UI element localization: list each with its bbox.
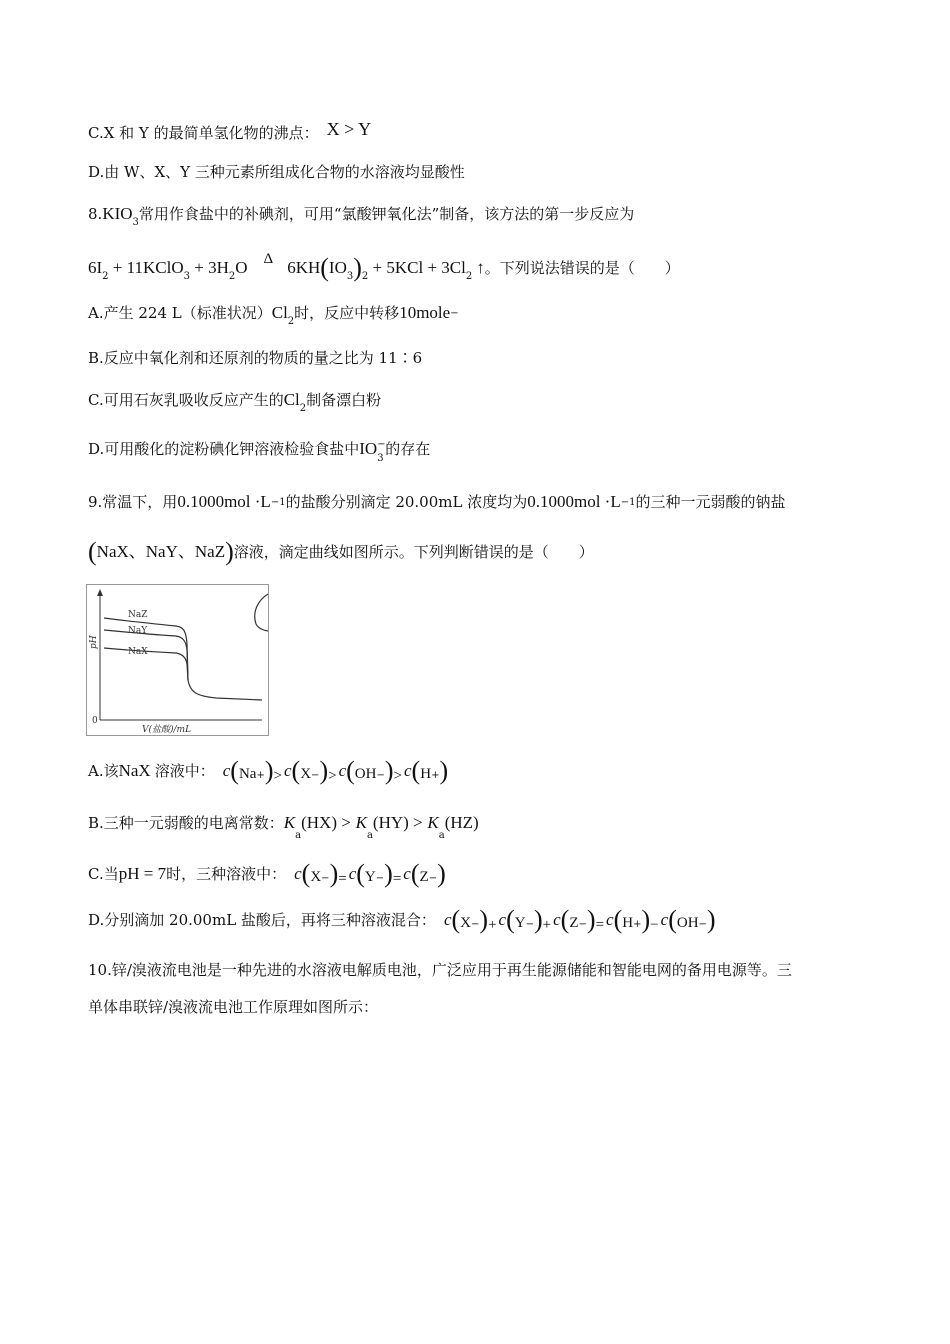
concentration-term bbox=[498, 905, 552, 934]
concentration-term bbox=[443, 905, 497, 934]
right-paren: ) bbox=[479, 905, 489, 934]
ion-symbol: Y bbox=[364, 869, 376, 885]
ion-symbol: Z bbox=[419, 869, 429, 885]
q8-option-d: D.可用酸化的淀粉碘化钾溶液检验食盐中IO − 3 的存在 bbox=[88, 439, 431, 464]
concentration-term bbox=[606, 905, 659, 934]
x-axis-label: V(盐酸)/mL bbox=[142, 725, 192, 735]
gas-arrow-icon: ↑ bbox=[476, 258, 485, 277]
right-paren: ) bbox=[533, 905, 543, 934]
right-paren: ) bbox=[641, 905, 651, 934]
concentration-term bbox=[294, 859, 347, 888]
ion-charge: − bbox=[376, 770, 385, 781]
heat-delta-symbol: Δ bbox=[263, 251, 274, 267]
right-paren: ) bbox=[264, 756, 274, 785]
concentration-symbol: c bbox=[404, 761, 412, 780]
ion-symbol: Z bbox=[569, 915, 579, 931]
ion-charge: − bbox=[428, 873, 438, 884]
concentration-symbol: c bbox=[338, 761, 347, 780]
q7-option-d: D.由 W、X、Y 三种元素所组成化合物的水溶液均显酸性 bbox=[88, 163, 465, 181]
label-naz: NaZ bbox=[128, 610, 148, 620]
left-paren: ( bbox=[506, 905, 515, 934]
right-paren: ) bbox=[439, 756, 449, 785]
ion-charge: − bbox=[578, 919, 587, 930]
left-paren: ( bbox=[410, 859, 420, 888]
ion-symbol: H bbox=[420, 766, 432, 782]
right-paren: ) bbox=[586, 905, 596, 934]
left-paren: ( bbox=[356, 859, 365, 888]
concentration-term bbox=[348, 859, 402, 888]
left-paren: ( bbox=[301, 859, 311, 888]
q9-option-c: C.当pH = 7时，三种溶液中： c(X−)= c(Y−)= c(Z−) bbox=[88, 859, 446, 888]
q8-stem: $8.KIO_3$常用作食盐中的补碘剂，可用“氯酸钾氧化法”制备，该方法的第一步反应为 bbox=[88, 204, 635, 228]
ion-symbol: OH bbox=[676, 915, 699, 931]
ion-symbol: X bbox=[460, 915, 471, 931]
ion-charge: + bbox=[633, 919, 642, 930]
q9-stem-line1: 9.常温下，用$0.1000mol \cdot L^{-1}$的盐酸分别滴定 20.00mL 浓度均为$0.1000mol \cdot L^{-1}$的三种一元弱酸的钠盐 bbox=[88, 492, 786, 511]
right-paren: ) bbox=[706, 905, 716, 934]
titration-curve-figure bbox=[86, 584, 269, 736]
relation-operator: = bbox=[338, 871, 347, 887]
ion-charge: + bbox=[256, 770, 265, 781]
right-paren: ) bbox=[384, 859, 393, 888]
ion-charge: + bbox=[431, 770, 440, 781]
label-nay: NaY bbox=[128, 626, 148, 636]
concentration-symbol: c bbox=[606, 910, 614, 929]
q9-stem-line2: (NaX、NaY、NaZ)溶液，滴定曲线如图所示。下列判断错误的是（ ） bbox=[88, 537, 594, 566]
concentration-term bbox=[338, 756, 402, 785]
left-paren: ( bbox=[291, 756, 301, 785]
relation-operator: = bbox=[595, 917, 605, 933]
q8-option-a: A.产生 224 L（标准状况）$Cl_2$时，反应中转移10mole− bbox=[88, 303, 459, 327]
q7-option-c: C.X 和 Y 的最简单氢化物的沸点： X > Y bbox=[88, 119, 372, 142]
right-paren: ) bbox=[319, 756, 329, 785]
relation-operator: > bbox=[273, 768, 282, 784]
ion-concentration-expression-d bbox=[436, 905, 716, 934]
left-paren: ( bbox=[230, 756, 239, 785]
concentration-term bbox=[660, 905, 716, 934]
concentration-term bbox=[222, 756, 282, 785]
concentration-term bbox=[283, 756, 337, 785]
titration-curve-svg bbox=[86, 584, 269, 736]
q10-stem-line2: 单体串联锌/溴液流电池工作原理如图所示： bbox=[88, 998, 379, 1016]
concentration-symbol: c bbox=[553, 910, 561, 929]
concentration-symbol: c bbox=[222, 761, 231, 780]
concentration-term bbox=[403, 859, 446, 888]
ion-symbol: OH bbox=[354, 766, 377, 782]
right-paren: ) bbox=[437, 859, 446, 888]
right-paren: ) bbox=[384, 756, 394, 785]
q8-option-b: B.反应中氧化剂和还原剂的物质的量之比为 11∶6 bbox=[88, 349, 423, 367]
ion-symbol: Na bbox=[238, 766, 257, 782]
ion-charge: − bbox=[698, 919, 707, 930]
concentration-symbol: c bbox=[443, 910, 452, 929]
ion-charge: − bbox=[311, 770, 320, 781]
ion-charge: − bbox=[471, 919, 480, 930]
right-paren: ) bbox=[329, 859, 339, 888]
figure-frame bbox=[87, 585, 269, 736]
ion-concentration-expression-c bbox=[286, 859, 446, 888]
q8-equation: $6I_2$ + 11KClO$_3$ + $3H_2O$ Δ $6KH(IO_3)_2 + 5KCl + 3Cl_2$ ↑。下列说法错误的是（ ） bbox=[88, 251, 680, 282]
left-paren: ( bbox=[346, 756, 355, 785]
relation-operator: + bbox=[542, 917, 552, 933]
ion-symbol: X bbox=[300, 766, 312, 782]
concentration-symbol: c bbox=[294, 864, 302, 883]
concentration-symbol: c bbox=[660, 910, 669, 929]
ion-symbol: X bbox=[310, 869, 322, 885]
q10-stem-line1: 10.锌/溴液流电池是一种先进的水溶液电解质电池，广泛应用于再生能源储能和智能电网的备用电源等。三 bbox=[88, 961, 792, 979]
q9-option-b: B.三种一元弱酸的电离常数：$K_a(HX) > K_a(HY) > K_a(HZ)$ bbox=[88, 813, 479, 841]
q8-option-c: C.可用石灰乳吸收反应产生的$Cl_2$制备漂白粉 bbox=[88, 390, 382, 414]
relation-operator: = bbox=[392, 871, 402, 887]
concentration-symbol: c bbox=[283, 761, 292, 780]
concentration-term bbox=[553, 905, 605, 934]
label-nax: NaX bbox=[128, 647, 148, 657]
q9-option-a: A.该NaX 溶液中： c(Na+)> c(X−)> c(OH−)> c(H+) bbox=[88, 756, 449, 785]
concentration-symbol: c bbox=[403, 864, 411, 883]
ion-charge: − bbox=[321, 873, 330, 884]
y-axis-label: pH bbox=[89, 635, 99, 649]
ion-charge: − bbox=[525, 919, 534, 930]
ion-symbol: Y bbox=[514, 915, 526, 931]
concentration-symbol: c bbox=[348, 864, 357, 883]
relation-operator: > bbox=[393, 768, 402, 784]
relation-operator: + bbox=[488, 917, 497, 933]
ion-charge: − bbox=[375, 873, 385, 884]
left-paren: ( bbox=[560, 905, 570, 934]
relation-operator: > bbox=[328, 768, 337, 784]
left-paren: ( bbox=[411, 756, 421, 785]
ion-symbol: H bbox=[622, 915, 634, 931]
left-paren: ( bbox=[451, 905, 461, 934]
left-paren: ( bbox=[668, 905, 677, 934]
origin-label: 0 bbox=[92, 716, 98, 726]
left-paren: ( bbox=[613, 905, 623, 934]
concentration-term bbox=[404, 756, 449, 785]
q9-option-d: D.分别滴加 20.00mL 盐酸后，再将三种溶液混合： c(X−)+ c(Y−)+ c(Z−)= c(H+)− c(OH−) bbox=[88, 905, 716, 934]
concentration-symbol: c bbox=[498, 910, 507, 929]
relation-operator: − bbox=[650, 917, 659, 933]
